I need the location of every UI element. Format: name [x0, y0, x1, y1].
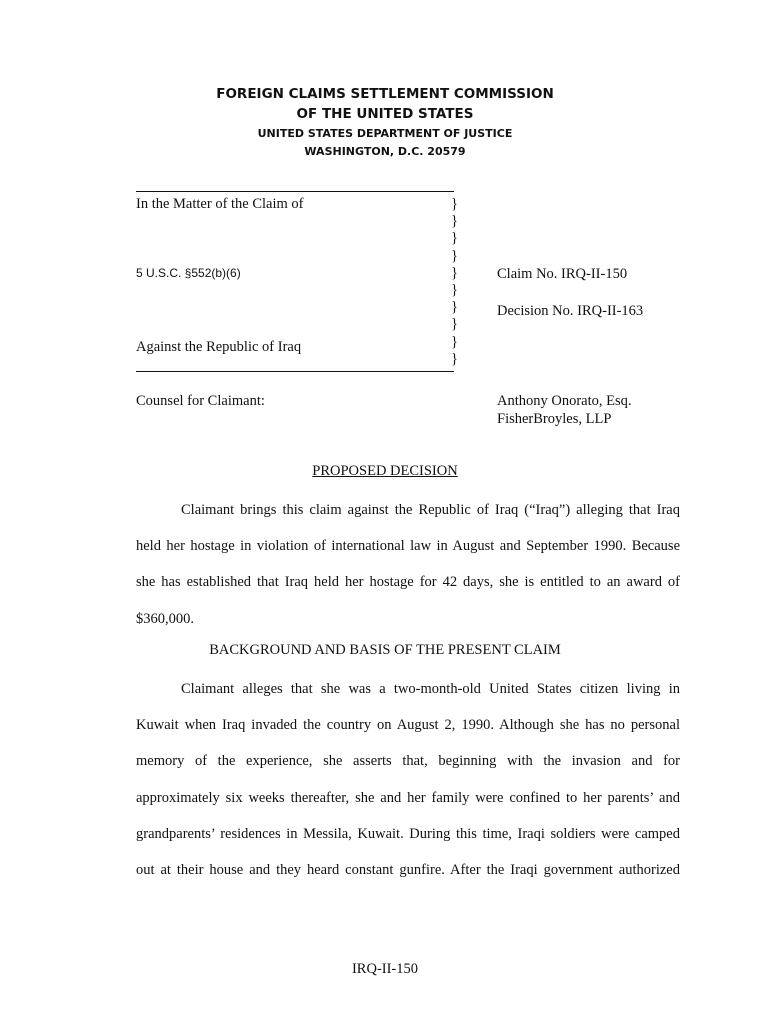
against-label: Against the Republic of Iraq	[136, 339, 302, 355]
counsel-label: Counsel for Claimant:	[136, 393, 265, 409]
paragraph-line: grandparents’ residences in Messila, Kuwait. During this time, Iraqi soldiers were camped	[136, 825, 680, 842]
brace: }	[451, 230, 458, 247]
brace: }	[451, 281, 458, 298]
brace: }	[451, 299, 458, 316]
statute-redaction: 5 U.S.C. §552(b)(6)	[136, 266, 241, 280]
brace: }	[451, 333, 458, 350]
brace: }	[451, 316, 458, 333]
brace: }	[451, 213, 458, 230]
paragraph-line: memory of the experience, she asserts that, beginning with the invasion and for	[136, 753, 680, 770]
paragraph-line: out at their house and they heard constant gunfire. After the Iraqi government authorized	[136, 861, 680, 878]
paragraph-line: $360,000.	[136, 610, 194, 627]
paragraph-line: Kuwait when Iraq invaded the country on August 2, 1990. Although she has no personal	[136, 717, 680, 734]
paragraph-line: Claimant brings this claim against the Republic of Iraq (“Iraq”) alleging that Iraq	[181, 502, 680, 518]
department-name: UNITED STATES DEPARTMENT OF JUSTICE	[257, 127, 513, 140]
brace: }	[451, 196, 458, 212]
brace: }	[451, 247, 458, 264]
paragraph-line: held her hostage in violation of international law in August and September 1990. Because	[136, 538, 680, 555]
intro-paragraph	[136, 492, 680, 637]
address-line: WASHINGTON, D.C. 20579	[304, 145, 466, 158]
decision-title-text: PROPOSED DECISION	[312, 463, 458, 479]
decision-title	[0, 463, 770, 480]
background-paragraph	[136, 671, 680, 888]
matter-label: In the Matter of the Claim of	[136, 196, 304, 212]
page-footer: IRQ-II-150	[351, 961, 419, 977]
caption-brace-column	[451, 196, 463, 368]
commission-title: FOREIGN CLAIMS SETTLEMENT COMMISSION	[216, 86, 554, 102]
counsel-name: Anthony Onorato, Esq.	[497, 393, 632, 409]
paragraph-line: approximately six weeks thereafter, she and her family were confined to her parents’ and	[136, 789, 680, 806]
brace: }	[451, 264, 458, 281]
brace: }	[451, 350, 458, 367]
caption-bottom-rule	[136, 371, 454, 372]
paragraph-line: she has established that Iraq held her hostage for 42 days, she is entitled to an award of	[136, 574, 680, 591]
counsel-firm: FisherBroyles, LLP	[497, 411, 612, 427]
section-heading: BACKGROUND AND BASIS OF THE PRESENT CLAIM	[209, 642, 561, 658]
paragraph-line: Claimant alleges that she was a two-month-old United States citizen living in	[181, 681, 680, 697]
claim-number: Claim No. IRQ-II-150	[497, 266, 628, 282]
caption-top-rule	[136, 191, 454, 192]
commission-subtitle: OF THE UNITED STATES	[296, 106, 474, 122]
decision-number: Decision No. IRQ-II-163	[497, 303, 644, 319]
